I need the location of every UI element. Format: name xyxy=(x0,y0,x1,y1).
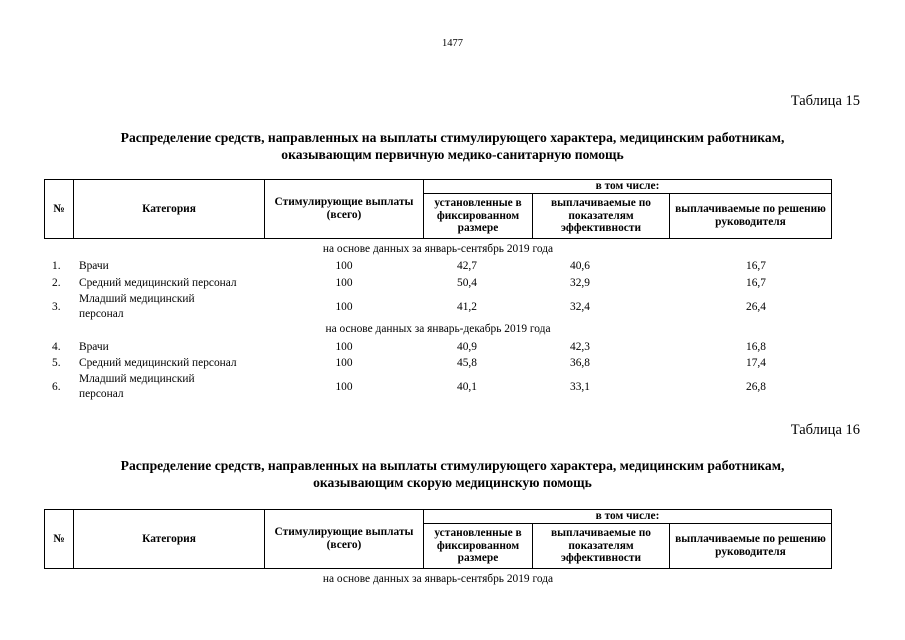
row-efficiency: 36,8 xyxy=(570,357,590,369)
row-fixed: 41,2 xyxy=(457,301,477,313)
row-num: 5. xyxy=(52,357,61,369)
row-fixed: 42,7 xyxy=(457,260,477,272)
row-efficiency: 33,1 xyxy=(570,381,590,393)
row-total: 100 xyxy=(335,357,353,369)
row-category: Средний медицинский персонал xyxy=(79,277,237,289)
header-total: Стимулирующие выплаты (всего) xyxy=(265,180,424,239)
period-label: на основе данных за январь-декабрь 2019 года xyxy=(325,323,551,335)
page-number: 1477 xyxy=(442,38,463,49)
row-decision: 16,8 xyxy=(746,341,766,353)
row-fixed: 40,1 xyxy=(457,381,477,393)
row-num: 1. xyxy=(52,260,61,272)
row-category-line1: Младший медицинский xyxy=(79,293,195,305)
row-efficiency: 32,9 xyxy=(570,277,590,289)
row-efficiency: 42,3 xyxy=(570,341,590,353)
row-efficiency: 32,4 xyxy=(570,301,590,313)
header-fixed: установленные в фиксированном размере xyxy=(424,194,533,239)
header-category: Категория xyxy=(74,510,265,569)
row-num: 3. xyxy=(52,301,61,313)
row-decision: 16,7 xyxy=(746,260,766,272)
row-decision: 26,4 xyxy=(746,301,766,313)
header-including: в том числе: xyxy=(424,180,832,194)
row-category-line2: персонал xyxy=(79,308,124,320)
header-efficiency: выплачиваемые по показателям эффективности xyxy=(533,524,670,569)
row-category: Врачи xyxy=(79,341,109,353)
row-decision: 16,7 xyxy=(746,277,766,289)
row-total: 100 xyxy=(335,277,353,289)
header-decision: выплачиваемые по решению руководителя xyxy=(670,524,832,569)
period-label: на основе данных за январь-сентябрь 2019 года xyxy=(322,573,554,585)
row-num: 2. xyxy=(52,277,61,289)
header-fixed: установленные в фиксированном размере xyxy=(424,524,533,569)
row-category: Средний медицинский персонал xyxy=(79,357,237,369)
header-category: Категория xyxy=(74,180,265,239)
row-num: 4. xyxy=(52,341,61,353)
row-total: 100 xyxy=(335,381,353,393)
table-15-title-line2: оказывающим первичную медико-санитарную помощь xyxy=(281,147,624,162)
table-15-title xyxy=(0,129,905,163)
row-total: 100 xyxy=(335,301,353,313)
table-16-title xyxy=(0,457,905,491)
row-decision: 26,8 xyxy=(746,381,766,393)
table-15-label: Таблица 15 xyxy=(790,93,860,109)
table-16-title-line1: Распределение средств, направленных на выплаты стимулирующего характера, медицинским работникам, xyxy=(120,458,785,473)
row-fixed: 45,8 xyxy=(457,357,477,369)
row-efficiency: 40,6 xyxy=(570,260,590,272)
header-total: Стимулирующие выплаты (всего) xyxy=(265,510,424,569)
row-category: Врачи xyxy=(79,260,109,272)
row-decision: 17,4 xyxy=(746,357,766,369)
row-category-line1: Младший медицинский xyxy=(79,373,195,385)
row-num: 6. xyxy=(52,381,61,393)
period-label: на основе данных за январь-сентябрь 2019 года xyxy=(322,243,554,255)
row-total: 100 xyxy=(335,341,353,353)
row-fixed: 40,9 xyxy=(457,341,477,353)
header-decision: выплачиваемые по решению руководителя xyxy=(670,194,832,239)
table-16-title-line2: оказывающим скорую медицинскую помощь xyxy=(313,475,592,490)
row-fixed: 50,4 xyxy=(457,277,477,289)
header-num: № xyxy=(45,180,74,239)
header-including: в том числе: xyxy=(424,510,832,524)
table-16-label: Таблица 16 xyxy=(790,422,860,438)
table-15-title-line1: Распределение средств, направленных на выплаты стимулирующего характера, медицинским работникам, xyxy=(120,130,785,145)
table-15-header xyxy=(44,179,832,239)
row-total: 100 xyxy=(335,260,353,272)
header-num: № xyxy=(45,510,74,569)
header-efficiency: выплачиваемые по показателям эффективности xyxy=(533,194,670,239)
row-category-line2: персонал xyxy=(79,388,124,400)
table-16-header xyxy=(44,509,832,569)
